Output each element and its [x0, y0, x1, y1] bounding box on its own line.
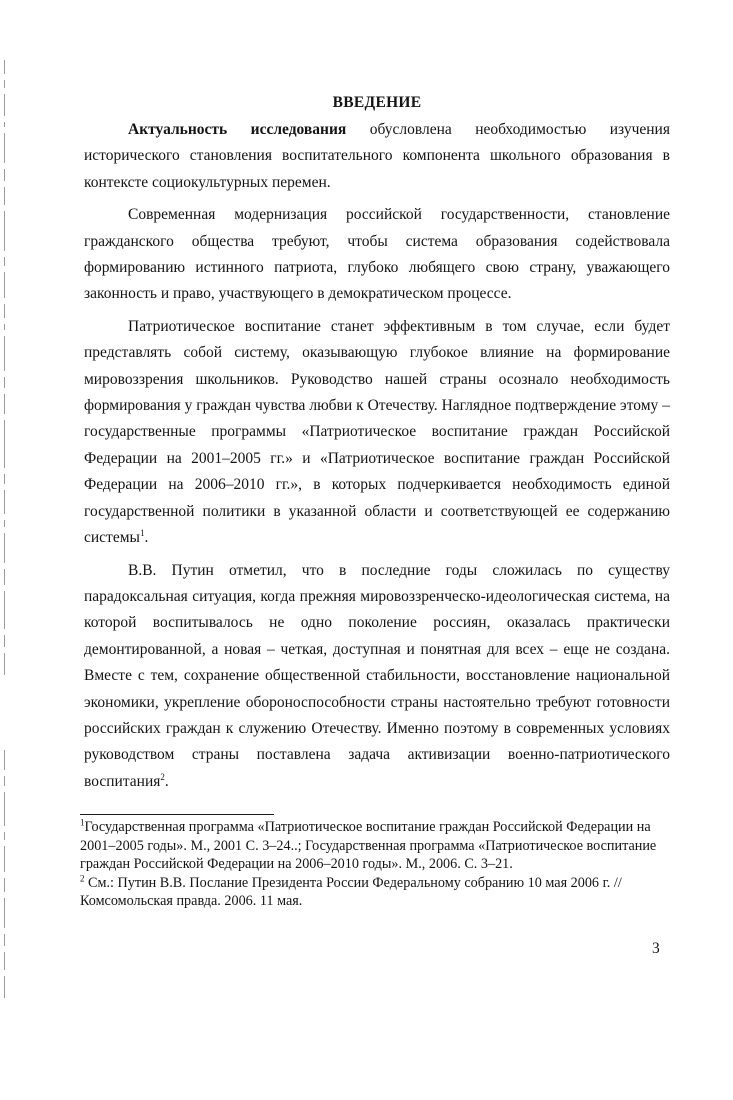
footnote-2 — [80, 874, 670, 911]
page-number: 3 — [652, 940, 660, 957]
footnote-1 — [80, 818, 670, 874]
scan-edge-artifact — [4, 60, 7, 681]
paragraph-end-mark: . — [144, 529, 149, 547]
footnote-text: См.: Путин В.В. Послание Президента России Федеральному собранию 10 мая 2006 г. // Комсомольская правда. 2006. 11 мая. — [80, 874, 622, 910]
relevance-term: Актуальность исследования — [128, 121, 347, 138]
paragraph-patriotic-education — [84, 314, 670, 552]
paragraph-patriotic-education-text: Патриотическое воспитание станет эффективным в том случае, если будет представлять собой систему, оказывающую глубокое влияние на формирование мировоззрения школьников. Руководство нашей страны осознало необходимость формирования у граждан чувства любви к Отечеству. Наглядное подтверждение этому – государственные программы «Патриотическое воспитание граждан Российской Федерации на 2001–2005 гг.» и «Патриотическое воспитание граждан Российской Федерации на 2006–2010 гг.», в которых подчеркивается необходимость единой государственной политики в указанной области и соответствующей ее содержанию системы — [84, 317, 670, 547]
footnote-text: Государственная программа «Патриотическое воспитание граждан Российской Федерации на 2001–2005 годы». М., 2001 С. 3–24..; Государственная программа «Патриотическое воспитание граждан Российской Федерации на 2006–2010 годы». М., 2006. С. 3–21. — [80, 819, 657, 873]
paragraph-relevance — [84, 117, 670, 196]
scan-edge-artifact-lower — [4, 750, 7, 1004]
paragraph-relevance-text: обусловлена необходимостью изучения исторического становления воспитательного компонента школьного образования в контексте социокультурных перемен. — [84, 121, 670, 191]
paragraph-putin — [84, 558, 670, 796]
footnote-marker: 2 — [80, 873, 85, 884]
footnote-marker: 1 — [80, 817, 85, 828]
paragraph-end-mark: . — [164, 772, 169, 790]
paragraph-putin-text: В.В. Путин отметил, что в последние годы сложилась по существу парадоксальная ситуация, когда прежняя мировоззренческо-идеологическая система, на которой воспитывалось не одно поколение россиян, оказалась практически демонтированной, а новая – четкая, доступная и понятная для всех – еще не создана. Вместе с тем, сохранение общественной стабильности, восстановление национальной экономики, укрепление обороноспособности страны настоятельно требуют готовности российских граждан к служению Отечеству. Именно поэтому в современных условиях руководством страны поставлена задача активизации военно-патриотического воспитания — [84, 561, 670, 790]
paragraph-modernization: Современная модернизация российской государственности, становление гражданского общества требуют, чтобы система образования содействовала формированию истинного патриота, глубоко любящего свою страну, уважающего законность и право, участвующего в демократическом процессе. — [84, 206, 670, 303]
footnotes — [80, 818, 670, 911]
footnote-separator — [80, 814, 274, 815]
body-text — [84, 117, 670, 801]
footnote-ref-1[interactable]: 1 — [139, 527, 145, 538]
footnote-ref-2[interactable]: 2 — [160, 771, 165, 782]
section-heading: ВВЕДЕНИЕ — [332, 94, 422, 111]
